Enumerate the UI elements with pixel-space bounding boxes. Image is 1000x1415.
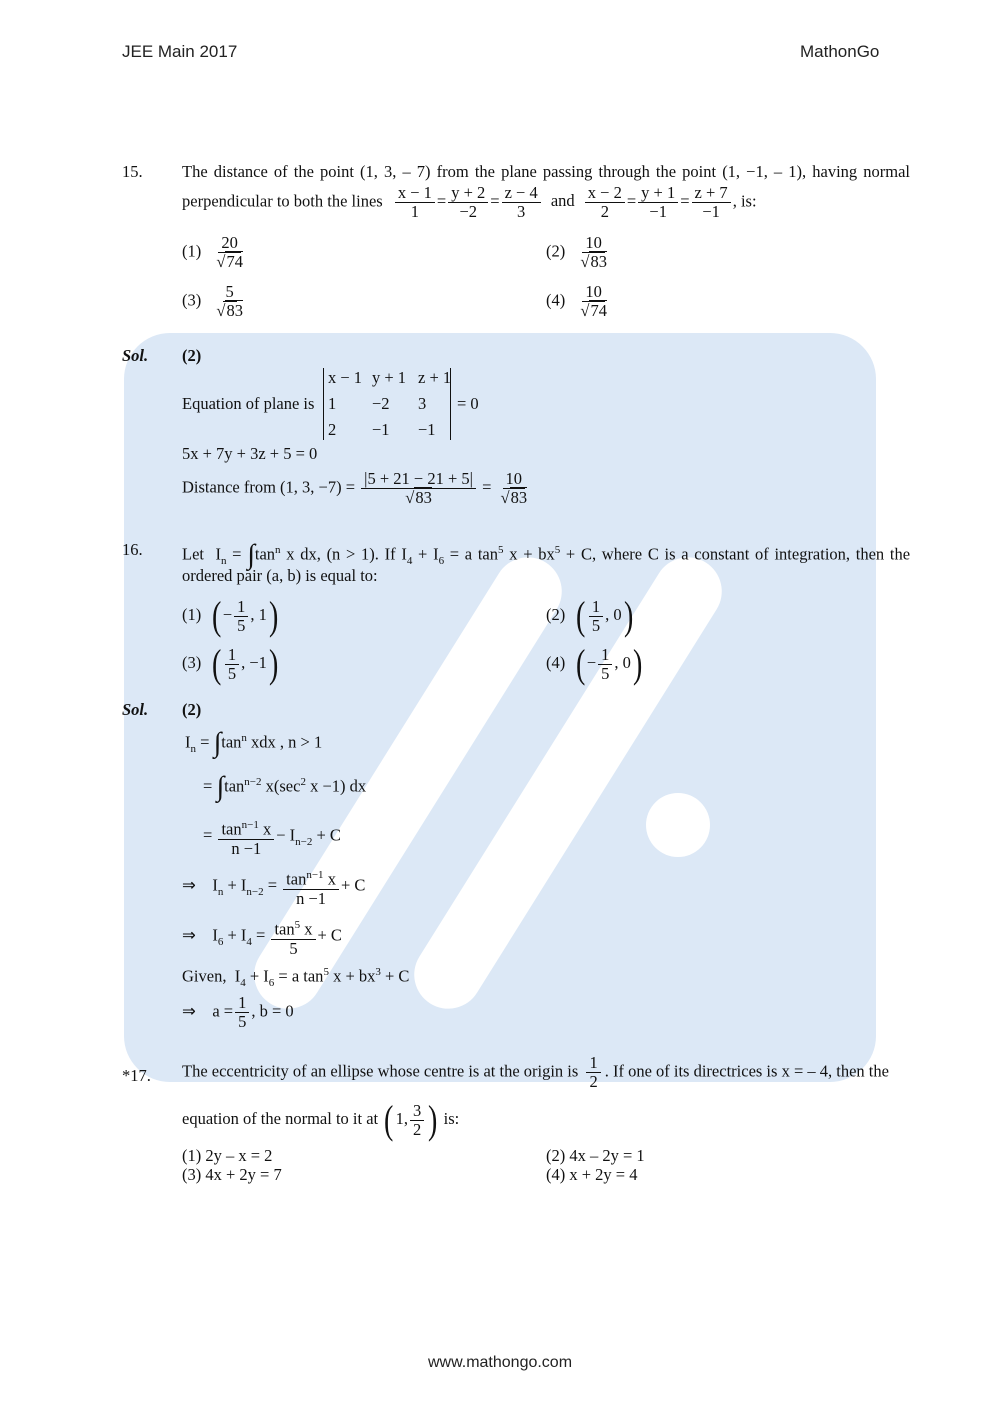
q17-option-2: (2) 4x – 2y = 1: [546, 1146, 645, 1165]
sol16-given: Given, $I_4 + I_6 = a$ $\tan^5 x + bx^3 + C$: [182, 966, 410, 989]
q15-option-3: (3) $\frac{5}{√83}$: [182, 282, 243, 320]
q15-line2: perpendicular to both the lines $\frac{x - 1}{1}$ = $\frac{y + 2}{-2}$ = $\frac{z - 4}{3}$ and $\frac{x - 2}{2}$ = $\frac{y + 1}{-1}$ = $\frac{z + 7}{-1}$ , is:: [182, 183, 757, 221]
sol16-line-3: = $\frac{\tan^{n-1} x}{n -1}$ − $I_{n-2} + C$: [203, 816, 341, 858]
sol15-label: Sol.: [122, 346, 149, 365]
sol15-eq-zero: = 0: [457, 394, 479, 413]
q16-option-2: (2) ( $\frac{1}{5}$ , 0): [546, 593, 633, 638]
q17-line1: The eccentricity of an ellipse whose centre is at the origin is $\frac{1}{2}$ . If one of its directrices is x = – 4, then the: [182, 1053, 889, 1091]
q15-option-4: (4) $\frac{10}{√74}$: [546, 282, 607, 320]
sol16-line-1: $I_n = \int\tan^n$ xdx , n > 1: [185, 727, 323, 759]
q15-line2-fraction-z: $\frac{z + 7}{-1}$: [692, 184, 731, 221]
sol16-result: ⇒ a = $\frac{1}{5}$ , b = 0: [182, 993, 294, 1031]
q16-line1: Let $I_n = \int\tan^n$ x dx, (n > 1). If $I_4 + I_6 = a$ $\tan^5 x + bx^5 + C$, where C is a constant of integration, then the: [182, 539, 911, 571]
sol16-answer: (2): [182, 700, 202, 719]
q15-number: 15.: [122, 162, 143, 181]
footer-url: www.mathongo.com: [427, 1354, 573, 1371]
q17-number: *17.: [122, 1066, 151, 1085]
q17-line2: equation of the normal to it at ( 1, $\frac{3}{2}$ ) is:: [182, 1097, 460, 1142]
sol15-determinant: x − 1 y + 1 z + 1 1 −2 3 2 −1 −1: [323, 368, 451, 440]
q16-option-4: (4) ( − $\frac{1}{5}$ , 0): [546, 641, 643, 686]
q15-line1-fraction-x: $\frac{x - 1}{1}$: [395, 184, 435, 221]
sol15-plane-equation: 5x + 7y + 3z + 5 = 0: [182, 444, 318, 463]
sol15-answer: (2): [182, 346, 202, 365]
q16-line2: ordered pair (a, b) is equal to:: [182, 566, 378, 585]
q17-option-3: (3) 4x + 2y = 7: [182, 1165, 282, 1184]
sol15-plane-label: Equation of plane is: [182, 394, 315, 413]
sol15-distance: Distance from (1, 3, −7) = $\frac{|5 + 21 - 21 + 5|}{√83}$ = $\frac{10}{√83}$: [182, 469, 528, 507]
header-title: JEE Main 2017: [122, 42, 238, 61]
q15-line2-fraction-x: $\frac{x - 2}{2}$: [585, 184, 625, 221]
q15-suffix: , is:: [732, 191, 757, 211]
sol16-label: Sol.: [122, 700, 149, 719]
q17-option-1: (1) 2y – x = 2: [182, 1146, 273, 1165]
q15-line1-fraction-y: $\frac{y + 2}{-2}$: [448, 184, 488, 221]
sol16-line-4: ⇒ $I_n + I_{n-2}$ = $\frac{\tan^{n-1} x}{n -1}$ + C: [182, 866, 365, 908]
sol16-line-5: ⇒ $I_6 + I_4$ = $\frac{\tan^5 x}{5}$ + C: [182, 916, 342, 958]
q15-line2-prefix: perpendicular to both the lines: [182, 191, 383, 211]
q16-number: 16.: [122, 540, 143, 559]
sol16-line-2: = $\int\tan^{n-2}$ $x(\sec^2$ x −1) dx: [203, 771, 367, 803]
q15-line2-fraction-y: $\frac{y + 1}{-1}$: [638, 184, 678, 221]
q15-option-2: (2) $\frac{10}{√83}$: [546, 233, 607, 271]
q15-option-1: (1) $\frac{20}{√74}$: [182, 233, 243, 271]
q15-line1: The distance of the point (1, 3, – 7) from the plane passing through the point (1, −1, – 1), having normal: [182, 162, 910, 181]
q16-option-1: (1) ( − $\frac{1}{5}$ , 1): [182, 593, 279, 638]
q15-line1-fraction-z: $\frac{z - 4}{3}$: [502, 184, 541, 221]
header-brand: MathonGo: [800, 42, 880, 61]
q17-option-4: (4) x + 2y = 4: [546, 1165, 638, 1184]
q16-option-3: (3) ( $\frac{1}{5}$ , −1): [182, 641, 279, 686]
q15-and: and: [550, 191, 575, 211]
